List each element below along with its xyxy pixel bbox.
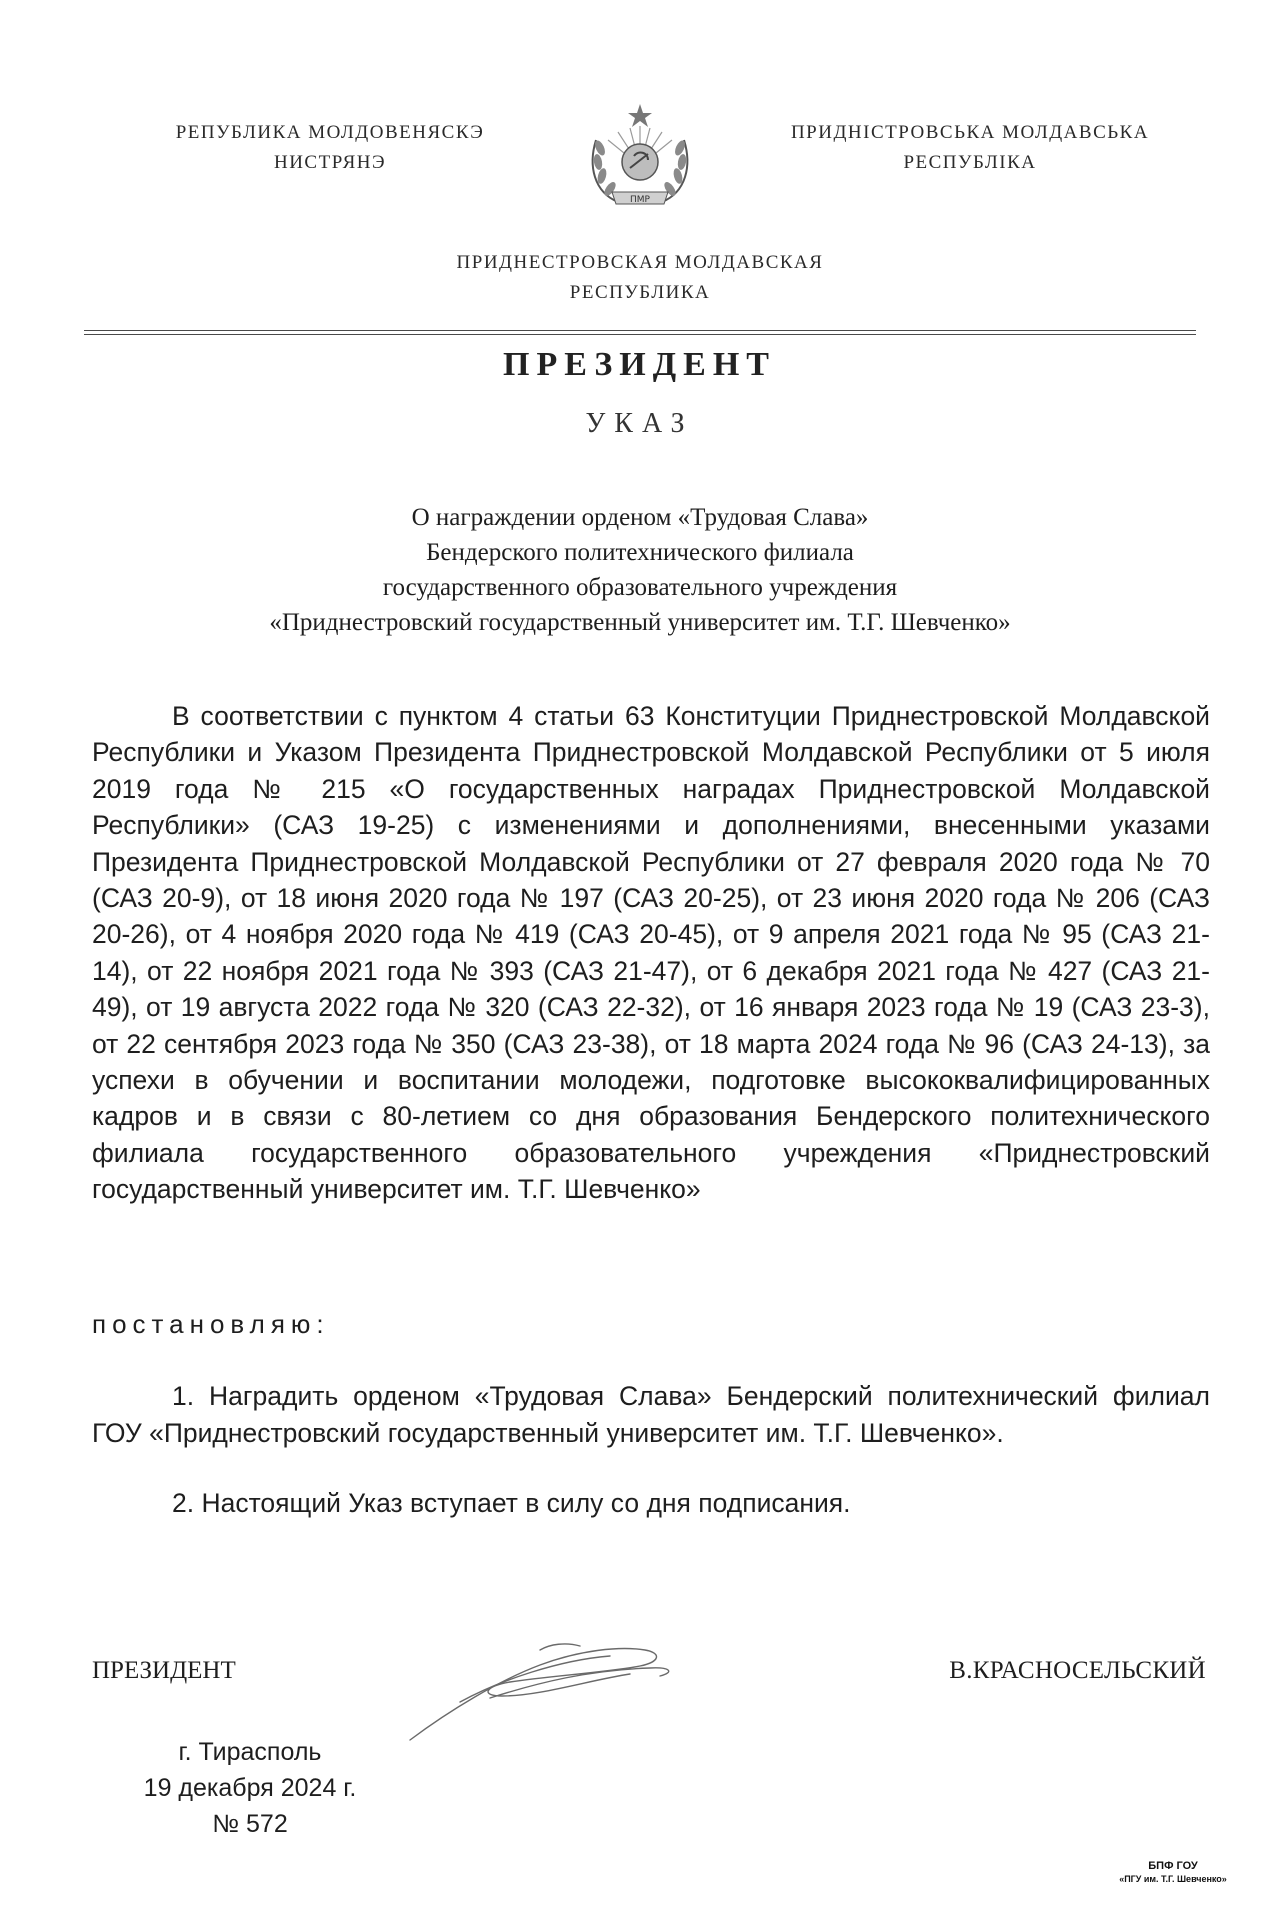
document-type: УКАЗ [585,408,694,439]
preamble-paragraph: В соответствии с пунктом 4 статьи 63 Конституции Приднестровской Молдавской Республики и Указом Президента Приднестровской Молдавской Республики от 5 июля 2019 года № 215 «О государственных наградах Приднестровской Молдавской Республики» (САЗ 19-25) с изменениями и дополнениями, внесенными указами Президента Приднестровской Молдавской Республики от 27 февраля 2020 года № 70 (САЗ 20-9), от 18 июня 2020 года № 197 (САЗ 20-25), от 23 июня 2020 года № 206 (САЗ 20-26), от 4 ноября 2020 года № 419 (САЗ 20-45), от 9 апреля 2021 года № 95 (САЗ 21-14), от 22 ноября 2021 года № 393 (САЗ 21-47), от 6 декабря 2021 года № 427 (САЗ 21-49), от 19 августа 2022 года № 320 (САЗ 22-32), от 16 января 2023 года № 19 (САЗ 23-3), от 22 сентября 2023 года № 350 (САЗ 23-38), от 18 марта 2024 года № 96 (САЗ 24-13), за успехи в обучении и воспитании молодежи, подготовке высококвалифицированных кадров и в связи с 80-летием со дня образования Бендерского политехнического филиала государственного образовательного учреждения «Приднестровский государственный университет им. Т.Г. Шевченко» [92,701,1210,1205]
stamp-line-2: «ПГУ им. Т.Г. Шевченко» [1119,1874,1227,1884]
decree-item-2: 2. Настоящий Указ вступает в силу со дня подписания. [172,1488,851,1518]
coat-of-arms-emblem [578,96,702,220]
document-title: ПРЕЗИДЕНТ [503,346,776,383]
stamp-line-1: БПФ ГОУ [1148,1860,1198,1872]
header-left-line-1: РЕПУБЛИКА МОЛДОВЕНЯСКЭ [175,122,485,143]
heading-line-3: государственного образовательного учреждения [382,574,898,601]
header-ukrainian-name [760,118,1180,178]
city: г. Тирасполь [178,1738,322,1766]
header-moldovan-name [140,118,520,178]
header-center-line-1: ПРИДНЕСТРОВСКАЯ МОЛДАВСКАЯ [456,252,824,273]
heading-line-1: О награждении орденом «Трудовая Слава» [411,504,869,531]
decree-number: № 572 [212,1810,288,1838]
signatory-name: В.КРАСНОСЕЛЬСКИЙ [949,1657,1206,1684]
place-date-number [100,1734,400,1842]
header-divider [84,330,1196,331]
header-center-line-2: РЕСПУБЛИКА [569,282,711,303]
header-right-line-1: ПРИДНІСТРОВСЬКА МОЛДАВСЬКА [790,122,1150,143]
header-divider-thin [84,334,1196,335]
heading-line-2: Бендерского политехнического филиала [426,539,854,566]
decree-item-1: 1. Наградить орденом «Трудовая Слава» Бендерский политехнический филиал ГОУ «Приднестровский государственный университет им. Т.Г. Шевченко». [92,1381,1210,1448]
emblem-text: ПМР [630,195,650,205]
header-left-line-2: НИСТРЯНЭ [273,152,387,173]
watermark-stamp [1080,1860,1266,1885]
decree-word: постановляю: [92,1309,330,1339]
heading-line-4: «Приднестровский государственный университет им. Т.Г. Шевченко» [269,609,1011,636]
decree-heading [100,500,1180,640]
signature-position: ПРЕЗИДЕНТ [92,1657,236,1684]
date: 19 декабря 2024 г. [143,1774,357,1802]
header-right-line-2: РЕСПУБЛІКА [903,152,1037,173]
header-russian-name [390,248,890,308]
handwritten-signature [390,1610,690,1750]
